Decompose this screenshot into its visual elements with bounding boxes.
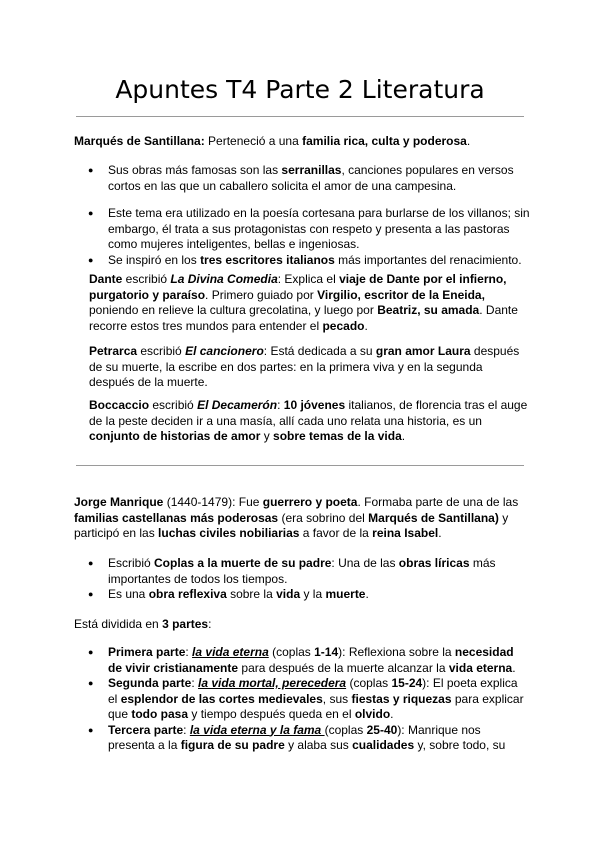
divider — [76, 116, 524, 117]
list-item: ● Este tema era utilizado en la poesía cortesana para burlarse de los villanos; sin embargo, él trata a sus protagonistas con respeto y presenta a las pastoras como mujeres inteligentes, bellas e ingeniosas. — [74, 206, 530, 253]
list-item: ● Se inspiró en los tres escritores italianos más importantes del renacimiento. — [74, 253, 530, 269]
list-item: ● Es una obra reflexiva sobre la vida y la muerte. — [74, 587, 530, 603]
partes-list — [74, 645, 530, 754]
list-item: ● Segunda parte: la vida mortal, perecedera (coplas 15-24): El poeta explica el esplendor de las cortes medievales, sus fiestas y riquezas para explicar que todo pasa y tiempo después queda en el olvido. — [74, 676, 530, 723]
divider — [76, 465, 524, 466]
manrique-intro: Jorge Manrique (1440-1479): Fue guerrero y poeta. Formaba parte de una de las familias castellanas más poderosas (era sobrino del Marqués de Santillana) y participó en las luchas civiles nobiliarias a favor de la reina Isabel. — [74, 495, 519, 540]
dante-paragraph: Dante escribió La Divina Comedia: Explica el viaje de Dante por el infierno, purgatorio y paraíso. Primero guiado por Virgilio, escritor de la Eneida, poniendo en relieve la cultura grecolatina, y luego por Beatriz, su amada. Dante recorre estos tres mundos para entender el pecado. — [89, 272, 518, 333]
partes-intro: Está dividida en 3 partes: — [74, 617, 212, 631]
page-title: Apuntes T4 Parte 2 Literatura — [115, 75, 485, 104]
list-item: ● Sus obras más famosas son las serranillas, canciones populares en versos cortos en las que un caballero solicita el amor de una campesina. — [74, 163, 530, 194]
santillana-list-2 — [74, 206, 530, 268]
santillana-list — [74, 163, 530, 194]
santillana-intro: Marqués de Santillana: Perteneció a una familia rica, culta y poderosa. — [74, 134, 471, 148]
list-item: ● Escribió Coplas a la muerte de su padre: Una de las obras líricas más importantes de todos los tiempos. — [74, 556, 530, 587]
list-item: ● Primera parte: la vida eterna (coplas 1-14): Reflexiona sobre la necesidad de vivir cristianamente para después de la muerte alcanzar la vida eterna. — [74, 645, 530, 676]
petrarca-paragraph: Petrarca escribió El cancionero: Está dedicada a su gran amor Laura después de su muerte, la escribe en dos partes: en la primera viva y en la segunda después de la muerte. — [89, 344, 520, 389]
list-item: ● Tercera parte: la vida eterna y la fama (coplas 25-40): Manrique nos presenta a la figura de su padre y alaba sus cualidades y, sobre todo, su — [74, 723, 530, 754]
manrique-list — [74, 556, 530, 603]
boccaccio-paragraph: Boccaccio escribió El Decamerón: 10 jóvenes italianos, de florencia tras el auge de la peste deciden ir a una masía, allí cada uno relata una historia, es un conjunto de historias de amor y sobre temas de la vida. — [89, 398, 528, 443]
